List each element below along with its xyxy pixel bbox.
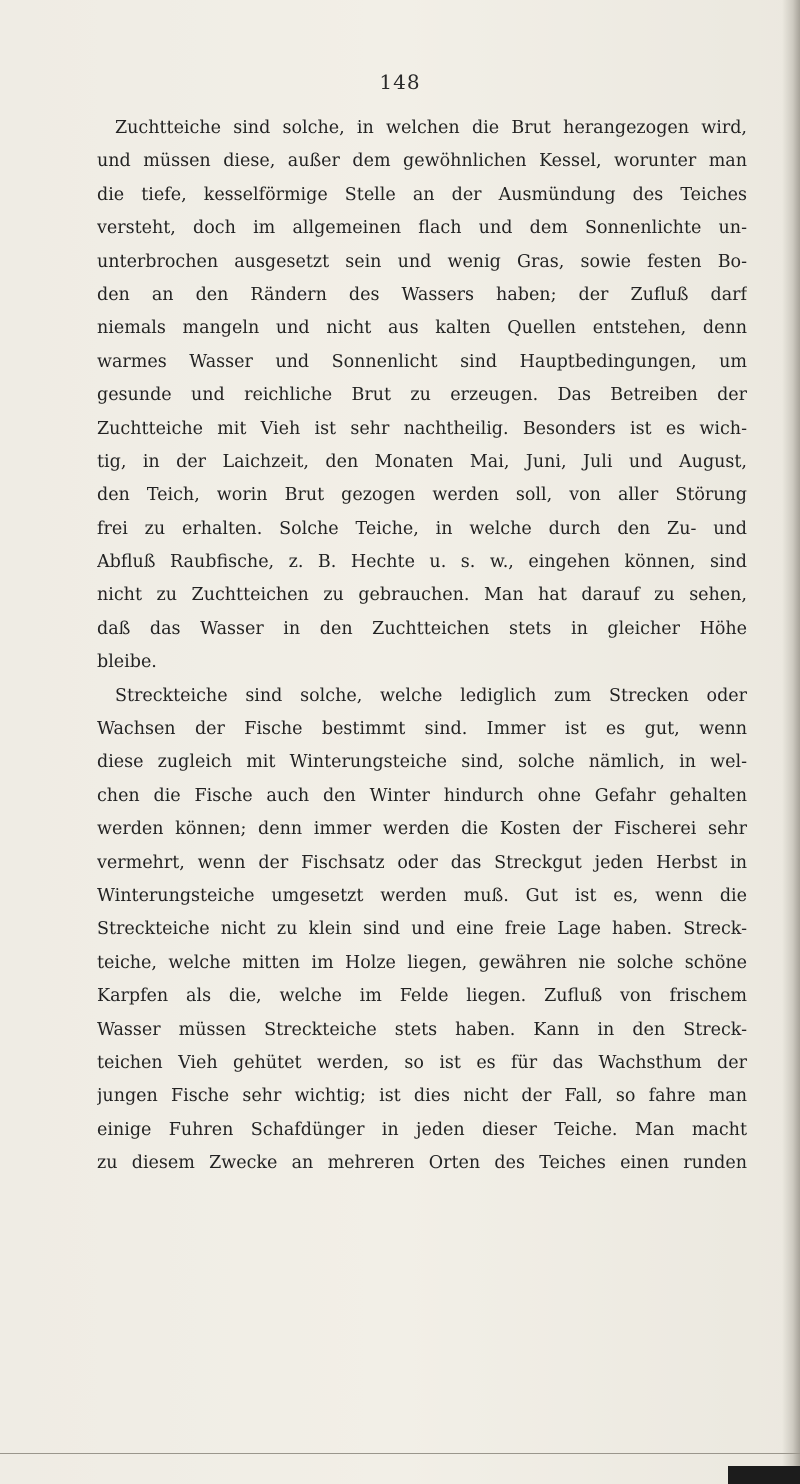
text-line: versteht, doch im allgemeinen flach und dem Sonnenlichte un- (97, 218, 747, 239)
text-line: und müssen diese, außer dem gewöhnlichen Kessel, worunter man (97, 151, 747, 172)
text-line: vermehrt, wenn der Fischsatz oder das Streckgut jeden Herbst in (97, 852, 747, 873)
text-line: Zuchtteiche sind solche, in welchen die Brut herangezogen wird, (115, 118, 747, 138)
text-line: den Teich, worin Brut gezogen werden soll, von aller Störung (97, 485, 747, 506)
text-line: diese zugleich mit Winterungsteiche sind, solche nämlich, in wel- (97, 752, 747, 773)
scan-edge-mark (728, 1466, 800, 1484)
text-line: unterbrochen ausgesetzt sein und wenig Gras, sowie festen Bo- (97, 251, 747, 272)
text-line: daß das Wasser in den Zuchtteichen stets in gleicher Höhe (97, 618, 747, 639)
text-line: den an den Rändern des Wassers haben; der Zufluß darf (97, 284, 747, 305)
text-line: tig, in der Laichzeit, den Monaten Mai, Juni, Juli und August, (97, 451, 747, 472)
text-line: frei zu erhalten. Solche Teiche, in welche durch den Zu- und (97, 518, 747, 539)
text-line: chen die Fische auch den Winter hindurch ohne Gefahr gehalten (97, 785, 747, 806)
text-line: nicht zu Zuchtteichen zu gebrauchen. Man hat darauf zu sehen, (97, 585, 747, 606)
text-line: einige Fuhren Schafdünger in jeden dieser Teiche. Man macht (97, 1119, 747, 1140)
text-line: gesunde und reichliche Brut zu erzeugen. Das Betreiben der (97, 385, 747, 406)
text-line: teiche, welche mitten im Holze liegen, gewähren nie solche schöne (97, 952, 747, 973)
text-line: Karpfen als die, welche im Felde liegen. Zufluß von frischem (97, 986, 747, 1007)
text-line: Wachsen der Fische bestimmt sind. Immer ist es gut, wenn (97, 719, 747, 740)
text-line: Wasser müssen Streckteiche stets haben. Kann in den Streck- (97, 1019, 747, 1040)
page-edge-shadow (782, 0, 800, 1484)
text-line: Winterungsteiche umgesetzt werden muß. Gut ist es, wenn die (97, 885, 747, 906)
text-line: Streckteiche sind solche, welche lediglich zum Strecken oder (115, 685, 747, 706)
text-line: Streckteiche nicht zu klein sind und eine freie Lage haben. Streck- (97, 919, 747, 940)
text-line: teichen Vieh gehütet werden, so ist es für das Wachsthum der (97, 1052, 747, 1073)
text-line: Zuchtteiche mit Vieh ist sehr nachtheilig. Besonders ist es wich- (97, 418, 747, 439)
text-line: warmes Wasser und Sonnenlicht sind Hauptbedingungen, um (97, 351, 747, 372)
page-number: 148 (379, 70, 421, 94)
text-line: niemals mangeln und nicht aus kalten Quellen entstehen, denn (97, 318, 747, 339)
text-line: die tiefe, kesselförmige Stelle an der Ausmündung des Teiches (97, 184, 747, 205)
text-line: zu diesem Zwecke an mehreren Orten des Teiches einen runden (97, 1153, 747, 1174)
text-line: jungen Fische sehr wichtig; ist dies nicht der Fall, so fahre man (97, 1086, 747, 1107)
body-text (97, 112, 747, 1181)
scan-bottom-rule (0, 1453, 800, 1454)
text-line: werden können; denn immer werden die Kosten der Fischerei sehr (97, 819, 747, 840)
text-line: Abfluß Raubfische, z. B. Hechte u. s. w., eingehen können, sind (97, 552, 747, 573)
text-line: bleibe. (97, 652, 157, 673)
